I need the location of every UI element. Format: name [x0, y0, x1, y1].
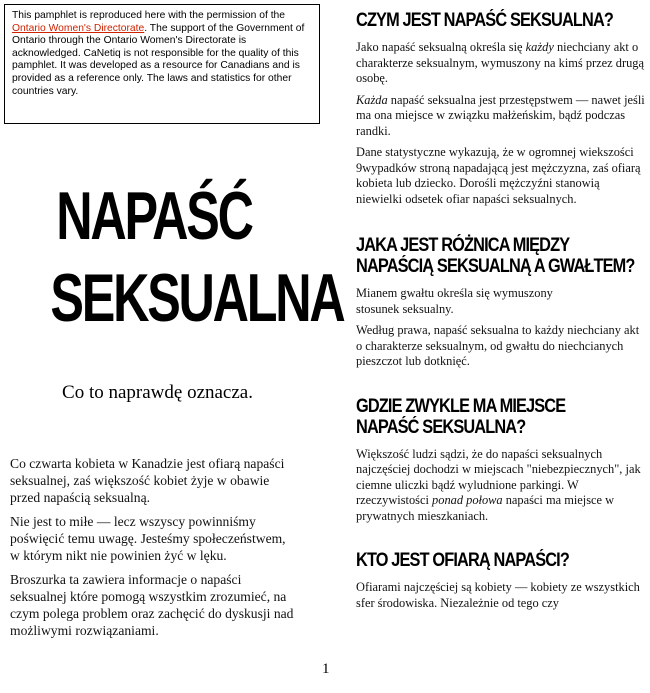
section-who — [356, 550, 646, 611]
cover-title-line1: NAPAŚĆ — [56, 178, 252, 254]
text-run: Większość ludzi sądzi, że do napaści seksualnych najczęściej dochodzi w miejscach "niebezpiecznych", jak ciemne uliczki bądź wyludnione parkingi. W rzeczywistości — [356, 446, 641, 507]
section-paragraph — [356, 447, 646, 525]
section-paragraph — [356, 93, 646, 140]
section-heading-line1: JAKA JEST RÓŻNICA MIĘDZY — [356, 235, 570, 256]
notice-text-start: This pamphlet is reproduced here with the permission of the — [12, 10, 286, 21]
emphasis: ponad połowa — [432, 493, 503, 507]
text-run: Jako napaść seksualną określa się — [356, 40, 526, 54]
right-column — [356, 10, 646, 611]
section-heading-line2: NAPAŚĆ SEKSUALNA? — [356, 416, 526, 438]
emphasis: każdy — [525, 40, 554, 54]
emphasis: Każda — [356, 92, 388, 107]
section-paragraph — [356, 40, 646, 87]
section-heading-line2: NAPAŚCIĄ SEKSUALNĄ A GWAŁTEM? — [356, 256, 635, 277]
section-what-is — [356, 10, 646, 207]
notice-text-end: . The support of the Government of Ontario through the Ontario Women's Directorate is acknowledged. CaNetiq is not responsible for the quality of this pamphlet. It was developed as a resource for Canadians and is provided as a reference only. The laws and statistics for other countries vary. — [12, 22, 305, 97]
cover-subtitle: Co to naprawdę oznacza. — [62, 382, 253, 403]
ontario-womens-directorate-link[interactable]: Ontario Women's Directorate — [12, 22, 145, 34]
cover-title-line2: SEKSUALNA — [50, 260, 344, 336]
section-heading: KTO JEST OFIARĄ NAPAŚCI? — [356, 550, 569, 571]
intro-paragraph-2: Nie jest to miłe — lecz wszyscy powinniśmy poświęcić temu uwagę. Jesteśmy społeczeństwem, w którym nikt nie powinien żyć w lęku. — [10, 514, 286, 563]
section-paragraph: Mianem gwałtu określa się wymuszony stosunek seksualny. — [356, 286, 553, 316]
section-paragraph: Według prawa, napaść seksualna to każdy niechciany akt o charakterze seksualnym, od gwałtu do niechcianych pieszczot lub dotknięć. — [356, 323, 640, 368]
intro-text — [10, 455, 296, 646]
intro-paragraph-3: Broszurka ta zawiera informacje o napaści seksualnej które pomogą wszystkim zrozumieć, na czym polega problem oraz zachęcić do dyskusji nad możliwymi rozwiązaniami. — [10, 572, 294, 638]
section-paragraph: Ofiarami najczęściej są kobiety — kobiety ze wszystkich sfer środowiska. Niezależnie od tego czy — [356, 580, 640, 610]
text-run: napaść seksualna jest przestępstwem — nawet jeśli ma ona miejsce w związku małżeńskim, bądź podczas randki. — [356, 92, 645, 138]
reproduction-notice — [4, 4, 320, 124]
intro-paragraph-1: Co czwarta kobieta w Kanadzie jest ofiarą napaści seksualnej, zaś większość kobiet żyje w obawie przed napaścią seksualną. — [10, 456, 285, 505]
text-run: napaści ma miejsce w prywatnych mieszkaniach. — [356, 493, 615, 523]
text-run: niechciany akt o charakterze seksualnym, wymuszony na kimś przez drugą osobę. — [356, 40, 644, 85]
section-difference — [356, 235, 646, 370]
section-heading: CZYM JEST NAPAŚĆ SEKSUALNA? — [356, 10, 614, 31]
section-where — [356, 396, 646, 525]
section-paragraph: Dane statystyczne wykazują, że w ogromnej wiekszości 9wypadków stroną napadającą jest mężczyzna, zaś ofiarą kobieta lub dziecko. Dorośli mężczyźni stanowią niewielki odsetek ofiar napaści seksualnych. — [356, 145, 641, 206]
section-heading-line1: GDZIE ZWYKLE MA MIEJSCE — [356, 395, 566, 417]
page-number: 1 — [322, 661, 330, 677]
